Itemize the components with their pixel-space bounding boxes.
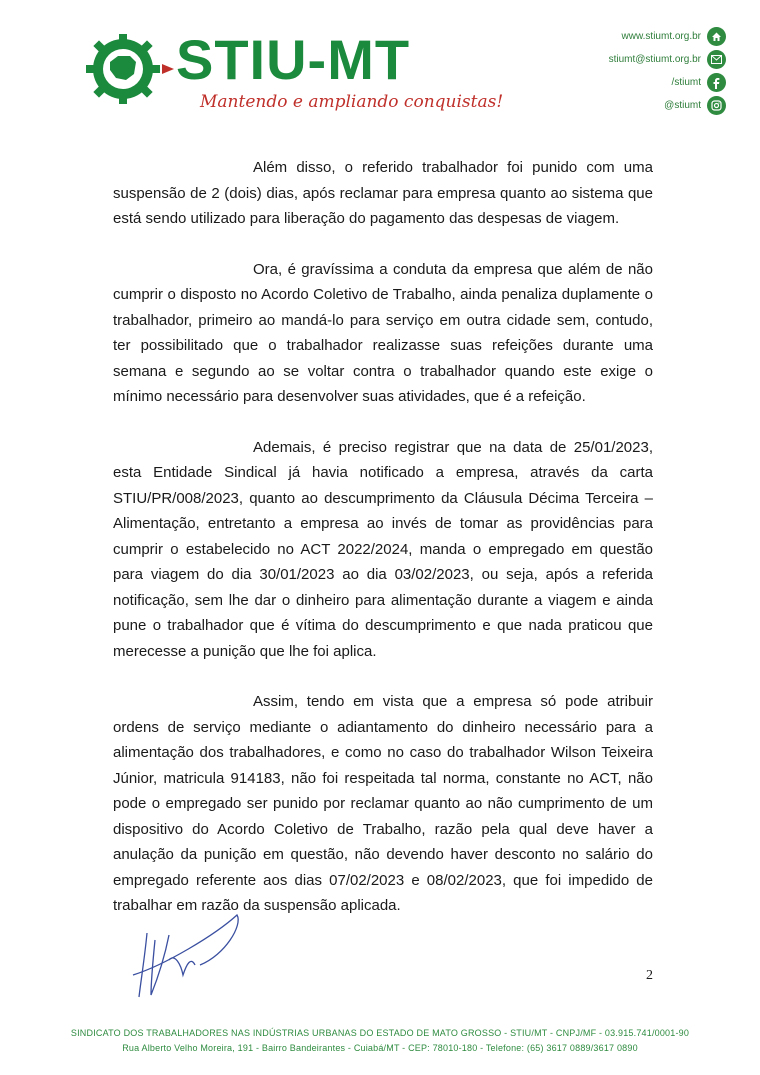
facebook-icon <box>707 73 726 92</box>
letter-body <box>113 155 653 944</box>
org-logo-title: STIU-MT <box>176 28 411 91</box>
paragraph-1: Além disso, o referido trabalhador foi punido com uma suspensão de 2 (dois) dias, após reclamar para empresa quanto ao sistema que está sendo utilizado para liberação do pagamento das despesas de viagem. <box>113 159 653 227</box>
letterhead-footer <box>0 1026 760 1056</box>
contact-list <box>466 25 726 117</box>
gear-logo-icon <box>78 34 174 104</box>
footer-address-line: Rua Alberto Velho Moreira, 191 - Bairro Bandeirantes - Cuiabá/MT - CEP: 78010-180 - Telefone: (65) 3617 0889/3617 0890 <box>122 1043 638 1053</box>
page-number: 2 <box>646 968 653 983</box>
org-slogan: Mantendo e ampliando conquistas! <box>200 92 504 112</box>
contact-facebook[interactable]: /stiumt <box>466 71 726 94</box>
paragraph-4: Assim, tendo em vista que a empresa só pode atribuir ordens de serviço mediante o adiantamento do dinheiro necessário para a alimentação dos trabalhadores, e como no caso do trabalhador Wilson Teixeira Júnior, matricula 914183, não foi respeitada tal norma, constante no ACT, não pode o empregado ser punido por reclamar quanto ao não cumprimento de um dispositivo do Acordo Coletivo de Trabalho, razão pela qual deve haver a anulação da punição em questão, não devendo haver desconto no salário do empregado referente aos dias 07/02/2023 e 08/02/2023, que foi impedido de trabalhar em razão da suspensão aplicada. <box>113 693 653 914</box>
mail-icon <box>707 50 726 69</box>
paragraph-3: Ademais, é preciso registrar que na data de 25/01/2023, esta Entidade Sindical já havia notificado a empresa, através da carta STIU/PR/008/2023, quanto ao descumprimento da Cláusula Décima Terceira – Alimentação, entretanto a empresa ao invés de tomar as providências para cumprir o estabelecido no ACT 2022/2024, manda o empregado em questão para viagem do dia 30/01/2023 ao dia 03/02/2023, ou seja, após a referida notificação, sem lhe dar o dinheiro para alimentação durante a viagem e ainda pune o trabalhador que é vítima do descumprimento e que nada praticou que merecesse a punição que lhe foi aplica. <box>113 438 653 660</box>
contact-email[interactable]: stiumt@stiumt.org.br <box>466 48 726 71</box>
instagram-icon <box>707 96 726 115</box>
contact-website[interactable]: www.stiumt.org.br <box>466 25 726 48</box>
paragraph-2: Ora, é gravíssima a conduta da empresa que além de não cumprir o disposto no Acordo Coletivo de Trabalho, ainda penaliza duplamente o trabalhador, primeiro ao mandá-lo para serviço em outra cidade sem, contudo, ter possibilitado que o trabalhador realizasse suas refeições durante uma semana e segundo ao se voltar contra o trabalhador quando este exige o mínimo necessário para desenvolver suas atividades, que é a refeição. <box>113 260 653 405</box>
letterhead <box>0 0 760 140</box>
contact-instagram[interactable]: @stiumt <box>466 94 726 117</box>
handwritten-signature <box>125 905 255 1005</box>
footer-org-line: SINDICATO DOS TRABALHADORES NAS INDÚSTRIAS URBANAS DO ESTADO DE MATO GROSSO - STIU/MT - CNPJ/MF - 03.915.741/0001-90 <box>70 1028 690 1038</box>
home-icon <box>707 27 726 46</box>
